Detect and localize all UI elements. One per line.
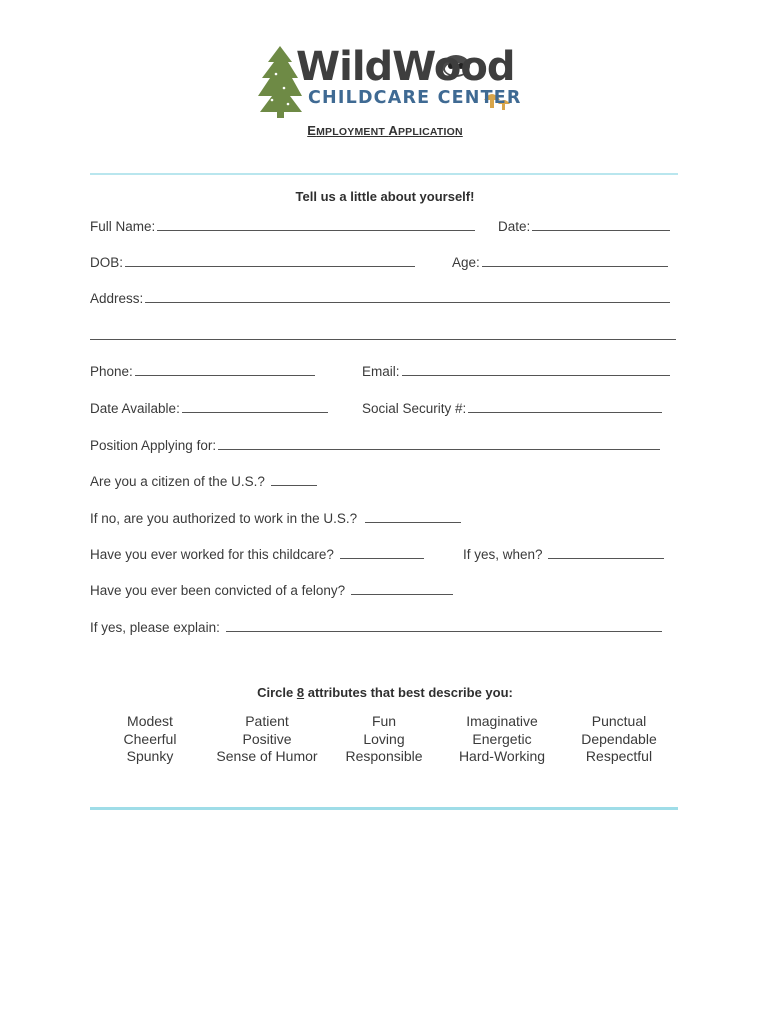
date-available-field[interactable] [90, 400, 328, 416]
page-title [0, 123, 770, 138]
email-label: Email: [362, 364, 400, 379]
logo-wordmark: WildWood [296, 44, 515, 90]
date-field[interactable] [498, 218, 670, 234]
attributes-heading-post: attributes that best describe you: [304, 685, 513, 700]
worked-here-blank[interactable] [340, 546, 424, 559]
ssn-blank[interactable] [468, 400, 662, 413]
attributes-column-2 [207, 713, 327, 766]
felony-blank[interactable] [351, 582, 453, 595]
citizen-label: Are you a citizen of the U.S.? [90, 474, 265, 489]
bottom-divider [90, 807, 678, 810]
attributes-column-1 [90, 713, 210, 766]
attributes-column-4 [442, 713, 562, 766]
felony-label: Have you ever been convicted of a felony? [90, 583, 346, 598]
title-word1-initial: E [307, 123, 317, 138]
address-label: Address: [90, 291, 144, 306]
attributes-column-3 [324, 713, 444, 766]
email-blank[interactable] [402, 363, 670, 376]
full-name-blank[interactable] [157, 218, 475, 231]
title-word2-initial: A [388, 123, 398, 138]
intro-heading: Tell us a little about yourself! [295, 189, 475, 204]
dob-label: DOB: [90, 255, 124, 270]
title-word1-rest: MPLOYMENT [316, 126, 385, 138]
address-blank-1[interactable] [145, 290, 670, 303]
address-line-2[interactable] [90, 327, 676, 343]
attribute-option[interactable]: Loving [363, 730, 405, 747]
authorized-label: If no, are you authorized to work in the U.S.? [90, 511, 358, 526]
email-field[interactable] [362, 363, 670, 379]
age-field[interactable] [452, 254, 668, 270]
position-blank[interactable] [218, 437, 660, 450]
attribute-option[interactable]: Patient [245, 713, 289, 729]
logo-subtitle: CHILDCARE CENTER [308, 88, 522, 108]
attributes-heading [0, 685, 770, 700]
attribute-option[interactable]: Cheerful [123, 730, 177, 747]
worked-here-field[interactable] [90, 546, 424, 562]
date-available-blank[interactable] [182, 400, 328, 413]
address-blank-2[interactable] [90, 327, 676, 340]
felony-field[interactable] [90, 582, 453, 598]
explain-field[interactable] [90, 619, 662, 635]
position-label: Position Applying for: [90, 438, 217, 453]
attribute-option[interactable]: Hard-Working [458, 748, 546, 764]
authorized-blank[interactable] [365, 510, 461, 523]
ssn-field[interactable] [362, 400, 662, 416]
citizen-field[interactable] [90, 473, 317, 489]
phone-field[interactable] [90, 363, 315, 379]
if-yes-when-field[interactable] [463, 546, 664, 562]
if-yes-when-label: If yes, when? [463, 547, 543, 562]
attribute-option[interactable]: Dependable [581, 730, 657, 747]
address-field[interactable] [90, 290, 670, 306]
citizen-blank[interactable] [271, 473, 317, 486]
date-label: Date: [498, 219, 531, 234]
authorized-field[interactable] [90, 510, 461, 526]
attributes-heading-number: 8 [296, 685, 305, 700]
attribute-option[interactable]: Respectful [585, 748, 653, 764]
ssn-label: Social Security #: [362, 401, 467, 416]
attribute-option[interactable]: Punctual [591, 713, 647, 729]
attribute-option[interactable]: Responsible [345, 748, 423, 764]
attribute-option[interactable]: Energetic [472, 730, 532, 747]
wildwood-logo [256, 44, 522, 122]
title-word2-rest: PPLICATION [397, 126, 463, 138]
explain-blank[interactable] [226, 619, 662, 632]
phone-blank[interactable] [135, 363, 315, 376]
phone-label: Phone: [90, 364, 133, 379]
attribute-option[interactable]: Spunky [126, 748, 174, 764]
age-blank[interactable] [482, 254, 668, 267]
position-field[interactable] [90, 437, 660, 453]
full-name-field[interactable] [90, 218, 475, 234]
top-divider [90, 173, 678, 175]
attribute-option[interactable]: Sense of Humor [216, 748, 318, 764]
explain-label: If yes, please explain: [90, 620, 220, 635]
if-yes-when-blank[interactable] [548, 546, 664, 559]
attributes-heading-pre: Circle [257, 685, 297, 700]
attribute-option[interactable]: Positive [242, 730, 292, 747]
attributes-column-5 [559, 713, 679, 766]
attribute-option[interactable]: Modest [127, 713, 173, 729]
full-name-label: Full Name: [90, 219, 156, 234]
worked-here-label: Have you ever worked for this childcare? [90, 547, 334, 562]
attribute-option[interactable]: Imaginative [466, 713, 538, 729]
date-available-label: Date Available: [90, 401, 180, 416]
age-label: Age: [452, 255, 480, 270]
date-blank[interactable] [532, 218, 670, 231]
dob-blank[interactable] [125, 254, 415, 267]
dob-field[interactable] [90, 254, 415, 270]
attribute-option[interactable]: Fun [371, 713, 397, 729]
